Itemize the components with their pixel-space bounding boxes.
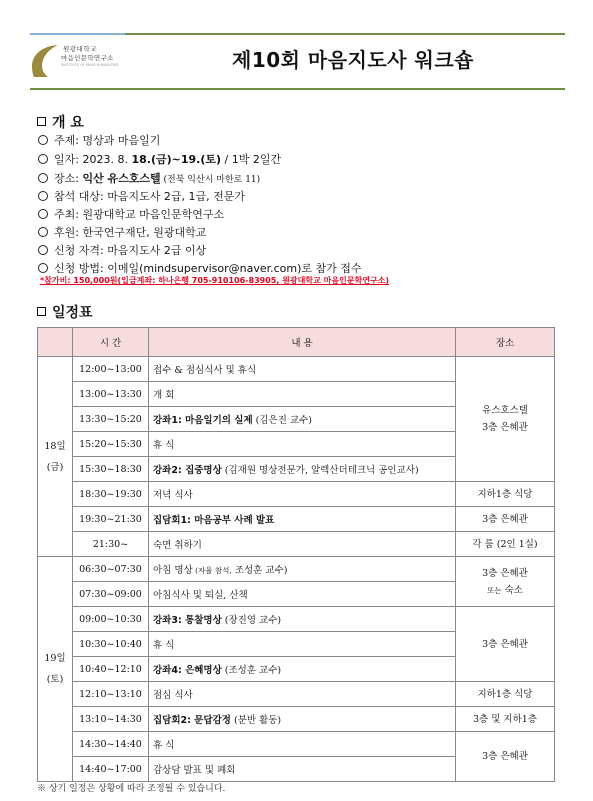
content-cell: 강좌3: 통찰명상 (장진영 교수) [149,607,456,632]
content-cell: 아침 명상 (자율 참석, 조성훈 교수) [149,557,456,582]
column-header-content: 내 용 [149,328,456,357]
overview-heading: 개 요 [37,112,84,132]
circle-bullet-icon [38,263,48,273]
place-cell: 각 룸 (2인 1실) [456,532,555,557]
content-cell: 집담회1: 마음공부 사례 발표 [149,507,456,532]
table-row [38,557,555,582]
day-label-18: 18일 (금) [38,357,73,557]
time-cell: 06:30~07:30 [73,557,149,582]
circle-bullet-icon [38,245,48,255]
content-cell: 강좌2: 집중명상 (김재원 명상전문가, 알렉산더테크닉 공인교사) [149,457,456,482]
time-cell: 10:30~10:40 [73,632,149,657]
content-cell: 저녁 식사 [149,482,456,507]
time-cell: 10:40~12:10 [73,657,149,682]
table-row [38,732,555,757]
place-cell: 3층 은혜관 또는 숙소 [456,557,555,607]
table-header-row [38,328,555,357]
place-cell: 지하1층 식당 [456,682,555,707]
content-cell: 휴 식 [149,632,456,657]
content-cell: 아침식사 및 퇴실, 산책 [149,582,456,607]
time-cell: 13:30~15:20 [73,407,149,432]
table-row [38,682,555,707]
content-cell: 휴 식 [149,432,456,457]
table-row [38,707,555,732]
time-cell: 15:30~18:30 [73,457,149,482]
logo-text-institute: 마음인문학연구소 [61,54,114,62]
place-cell: 유스호스텔 3층 은혜관 [456,357,555,482]
logo-text-english: INSTITUTE OF MIND HUMANITIES [61,63,119,67]
column-header-place: 장소 [456,328,555,357]
overview-item-topic: 주제: 명상과 마음일기 [38,132,160,148]
circle-bullet-icon [38,209,48,219]
time-cell: 12:00~13:00 [73,357,149,382]
overview-item-application: 신청 방법: 이메일(mindsupervisor@naver.com)로 참가 접수 [38,260,362,276]
place-cell: 지하1층 식당 [456,482,555,507]
schedule-heading: 일정표 [37,302,93,322]
content-cell: 강좌1: 마음일기의 실제 (김은진 교수) [149,407,456,432]
circle-bullet-icon [38,154,48,164]
time-cell: 13:10~14:30 [73,707,149,732]
place-cell: 3층 은혜관 [456,507,555,532]
time-cell: 13:00~13:30 [73,382,149,407]
table-row [38,357,555,382]
time-cell: 09:00~10:30 [73,607,149,632]
place-cell: 3층 은혜관 [456,607,555,682]
checkbox-square-icon [37,117,46,126]
place-cell: 3층 은혜관 [456,732,555,782]
time-cell: 12:10~13:10 [73,682,149,707]
content-cell: 휴 식 [149,732,456,757]
content-cell: 강좌4: 은혜명상 (조성훈 교수) [149,657,456,682]
content-cell: 점심 식사 [149,682,456,707]
overview-item-eligibility: 신청 자격: 마음지도사 2급 이상 [38,242,206,258]
time-cell: 14:40~17:00 [73,757,149,782]
overview-item-sponsor: 후원: 한국연구재단, 원광대학교 [38,224,206,240]
logo-text-university: 원광대학교 [63,45,97,53]
content-cell: 접수 & 점심식사 및 휴식 [149,357,456,382]
circle-bullet-icon [38,135,48,145]
page-title: 제10회 마음지도사 워크숍 [232,48,474,72]
column-header-time: 시 간 [73,328,149,357]
time-cell: 18:30~19:30 [73,482,149,507]
table-row [38,482,555,507]
day-label-19: 19일 (토) [38,557,73,782]
table-row [38,607,555,632]
time-cell: 15:20~15:30 [73,432,149,457]
circle-bullet-icon [38,173,48,183]
header-rule-bottom [30,88,565,90]
table-row [38,507,555,532]
content-cell: 개 회 [149,382,456,407]
overview-item-date: 일자: 2023. 8. 18.(금)~19.(토) / 1박 2일간 [38,151,281,167]
circle-bullet-icon [38,227,48,237]
time-cell: 07:30~09:00 [73,582,149,607]
column-header-day [38,328,73,357]
content-cell: 숙면 취하기 [149,532,456,557]
overview-item-audience: 참석 대상: 마음지도사 2급, 1급, 전문가 [38,188,245,204]
overview-item-host: 주최: 원광대학교 마음인문학연구소 [38,206,224,222]
content-cell: 집담회2: 문답감정 (분반 활동) [149,707,456,732]
university-logo-icon [30,44,60,78]
schedule-footnote: ※ 상기 일정은 상황에 따라 조정될 수 있습니다. [37,784,226,794]
schedule-table [37,327,555,782]
time-cell: 21:30~ [73,532,149,557]
time-cell: 14:30~14:40 [73,732,149,757]
header-rule-green [125,33,565,35]
participation-fee-note: *참가비: 150,000원(입금계좌: 하나은행 705-910106-83905, 원광대학교 마음인문학연구소) [40,276,390,285]
circle-bullet-icon [38,191,48,201]
checkbox-square-icon [37,307,46,316]
place-cell: 3층 및 지하1층 [456,707,555,732]
time-cell: 19:30~21:30 [73,507,149,532]
content-cell: 감상담 발표 및 폐회 [149,757,456,782]
header-rule-blue [30,33,125,35]
table-row [38,532,555,557]
overview-item-venue: 장소: 익산 유스호스텔 (전북 익산시 마한로 11) [38,170,260,186]
